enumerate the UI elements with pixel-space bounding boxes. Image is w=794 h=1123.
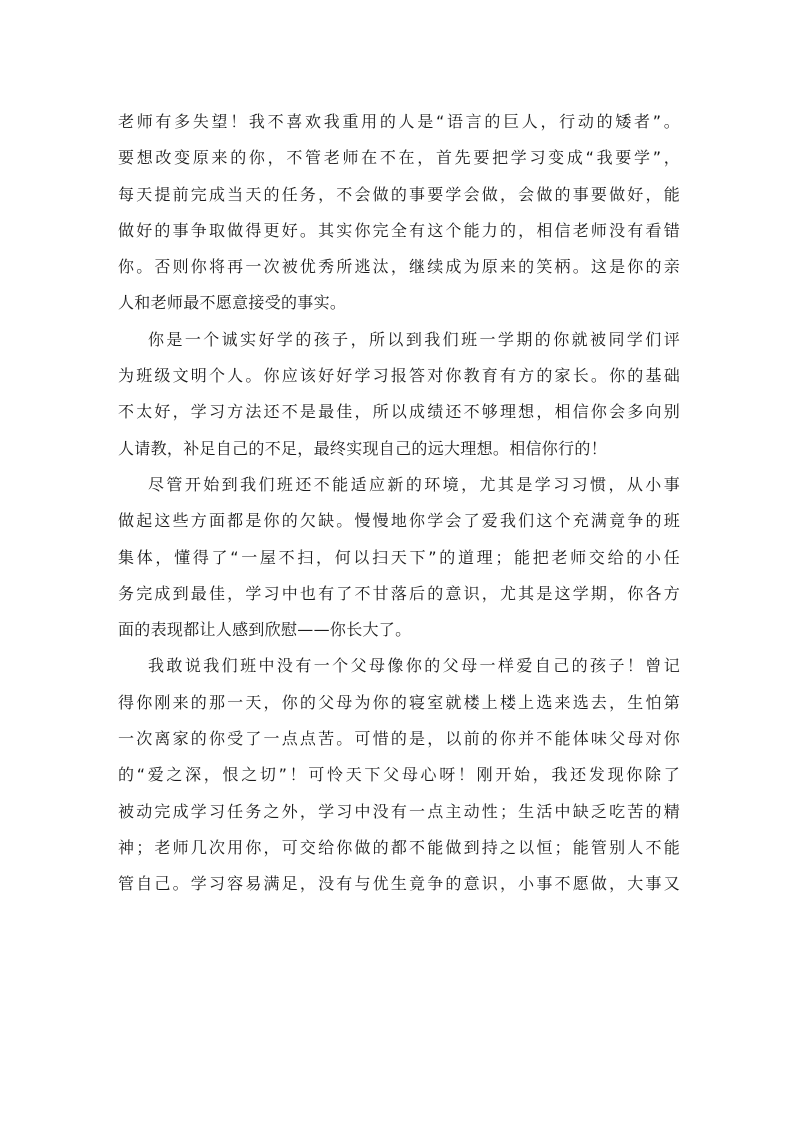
- text-line: 被动完成学习任务之外，学习中没有一点主动性；生活中缺乏吃苦的精: [118, 801, 680, 821]
- text-line: 人请教，补足自己的不足，最终实现自己的远大理想。相信你行的！: [118, 438, 608, 458]
- text-line: 你是一个诚实好学的孩子，所以到我们班一学期的你就被同学们评: [148, 329, 680, 349]
- text-line: 管自己。学习容易满足，没有与优生竟争的意识，小事不愿做，大事又: [118, 874, 680, 894]
- text-line: 不太好，学习方法还不是最佳，所以成绩还不够理想，相信你会多向别: [118, 402, 680, 422]
- text-line: 一次离家的你受了一点点苦。可惜的是，以前的你并不能体味父母对你: [118, 729, 680, 749]
- text-line: 的“爱之深，恨之切”！可怜天下父母心呀！刚开始，我还发现你除了: [118, 765, 680, 785]
- text-line: 神；老师几次用你，可交给你做的都不能做到持之以恒；能管别人不能: [118, 837, 680, 857]
- text-line: 面的表现都让人感到欣慰——你长大了。: [118, 620, 412, 640]
- text-line: 人和老师最不愿意接受的事实。: [118, 293, 347, 313]
- text-line: 集体，懂得了“一屋不扫，何以扫天下”的道理；能把老师交给的小任: [118, 547, 680, 567]
- text-line: 要想改变原来的你，不管老师在不在，首先要把学习变成“我要学”，: [118, 148, 680, 168]
- document-body-text: [118, 104, 680, 903]
- text-line: 得你刚来的那一天，你的父母为你的寝室就楼上楼上选来选去，生怕第: [118, 692, 680, 712]
- text-line: 做好的事争取做得更好。其实你完全有这个能力的，相信老师没有看错: [118, 220, 680, 240]
- text-line: 每天提前完成当天的任务，不会做的事要学会做，会做的事要做好，能: [118, 184, 680, 204]
- text-line: 你。否则你将再一次被优秀所逃汰，继续成为原来的笑柄。这是你的亲: [118, 257, 680, 277]
- text-line: 我敢说我们班中没有一个父母像你的父母一样爱自己的孩子！曾记: [148, 656, 680, 676]
- text-line: 做起这些方面都是你的欠缺。慢慢地你学会了爱我们这个充满竟争的班: [118, 511, 680, 531]
- text-line: 为班级文明个人。你应该好好学习报答对你教育有方的家长。你的基础: [118, 366, 680, 386]
- text-line: 老师有多失望！我不喜欢我重用的人是“语言的巨人，行动的矮者”。: [118, 112, 680, 131]
- text-line: 尽管开始到我们班还不能适应新的环境，尤其是学习习惯，从小事: [148, 474, 680, 494]
- text-line: 务完成到最佳，学习中也有了不甘落后的意识，尤其是这学期，你各方: [118, 583, 680, 603]
